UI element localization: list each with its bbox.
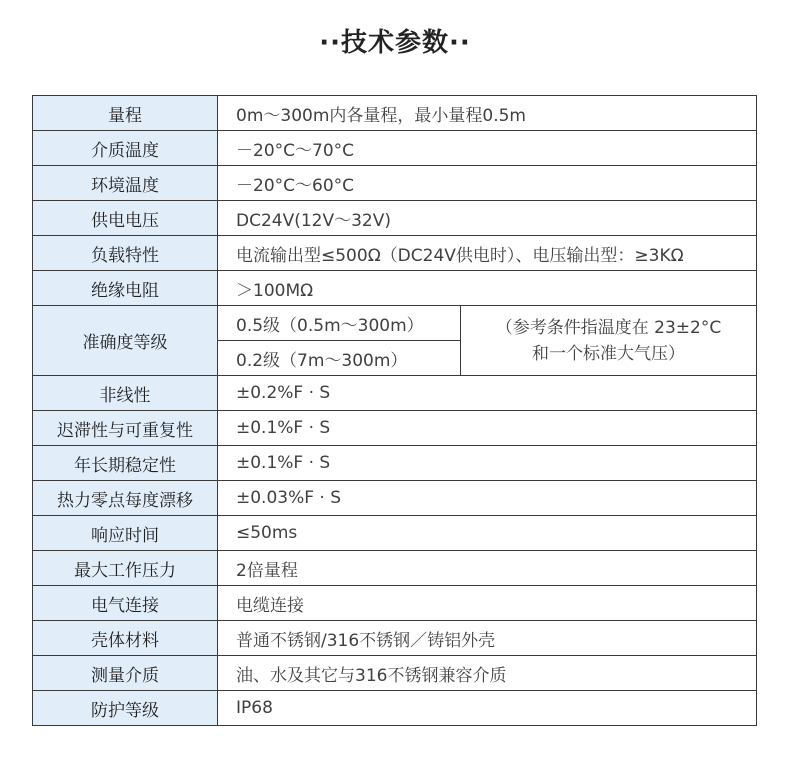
table-row-medium-temp bbox=[33, 131, 757, 166]
row-value: 普通不锈钢/316不锈钢／铸铝外壳 bbox=[218, 621, 757, 656]
table-row-electrical-connection bbox=[33, 586, 757, 621]
table-row-ambient-temp bbox=[33, 166, 757, 201]
row-label: 电气连接 bbox=[33, 586, 218, 621]
row-value: －20°C～70°C bbox=[218, 131, 757, 166]
table-row-load bbox=[33, 236, 757, 271]
spec-table bbox=[32, 95, 757, 726]
row-value: ±0.1%F · S bbox=[218, 446, 757, 481]
accuracy-note-line-1: （参考条件指温度在 23±2°C bbox=[495, 317, 722, 338]
table-row-hysteresis bbox=[33, 411, 757, 446]
table-row-measured-medium bbox=[33, 656, 757, 691]
row-value: －20°C～60°C bbox=[218, 166, 757, 201]
row-value: IP68 bbox=[218, 691, 757, 726]
row-label: 热力零点每度漂移 bbox=[33, 481, 218, 516]
row-label: 非线性 bbox=[33, 376, 218, 411]
row-value: 0m～300m内各量程，最小量程0.5m bbox=[218, 96, 757, 131]
row-value: ±0.1%F · S bbox=[218, 411, 757, 446]
row-value: 油、水及其它与316不锈钢兼容介质 bbox=[218, 656, 757, 691]
row-label: 介质温度 bbox=[33, 131, 218, 166]
table-row-zero-drift bbox=[33, 481, 757, 516]
table-row-range bbox=[33, 96, 757, 131]
table-row-protection bbox=[33, 691, 757, 726]
row-label: 迟滞性与可重复性 bbox=[33, 411, 218, 446]
table-row-supply-voltage bbox=[33, 201, 757, 236]
row-label: 响应时间 bbox=[33, 516, 218, 551]
table-row-accuracy bbox=[33, 306, 757, 341]
accuracy-grade-2: 0.2级（7m～300m） bbox=[218, 341, 461, 376]
row-label: 最大工作压力 bbox=[33, 551, 218, 586]
row-label: 测量介质 bbox=[33, 656, 218, 691]
row-label: 准确度等级 bbox=[33, 306, 218, 376]
table-row-nonlinearity bbox=[33, 376, 757, 411]
row-value: 2倍量程 bbox=[218, 551, 757, 586]
page-title: ··技术参数·· bbox=[319, 28, 471, 58]
table-row-housing-material bbox=[33, 621, 757, 656]
row-value: ±0.03%F · S bbox=[218, 481, 757, 516]
row-value: ＞100MΩ bbox=[218, 271, 757, 306]
row-value: DC24V(12V～32V) bbox=[218, 201, 757, 236]
row-value: 电流输出型≤500Ω（DC24V供电时）、电压输出型：≥3KΩ bbox=[218, 236, 757, 271]
row-label: 绝缘电阻 bbox=[33, 271, 218, 306]
table-row-response-time bbox=[33, 516, 757, 551]
row-label: 年长期稳定性 bbox=[33, 446, 218, 481]
accuracy-grade-1: 0.5级（0.5m～300m） bbox=[218, 306, 461, 341]
row-value: 电缆连接 bbox=[218, 586, 757, 621]
row-label: 量程 bbox=[33, 96, 218, 131]
row-label: 供电电压 bbox=[33, 201, 218, 236]
row-label: 防护等级 bbox=[33, 691, 218, 726]
row-value: ≤50ms bbox=[218, 516, 757, 551]
row-value: ±0.2%F · S bbox=[218, 376, 757, 411]
accuracy-note bbox=[461, 306, 757, 376]
table-row-stability bbox=[33, 446, 757, 481]
accuracy-note-line-2: 和一个标准大气压） bbox=[532, 343, 685, 364]
row-label: 壳体材料 bbox=[33, 621, 218, 656]
row-label: 环境温度 bbox=[33, 166, 218, 201]
table-row-max-pressure bbox=[33, 551, 757, 586]
table-row-insulation bbox=[33, 271, 757, 306]
row-label: 负载特性 bbox=[33, 236, 218, 271]
